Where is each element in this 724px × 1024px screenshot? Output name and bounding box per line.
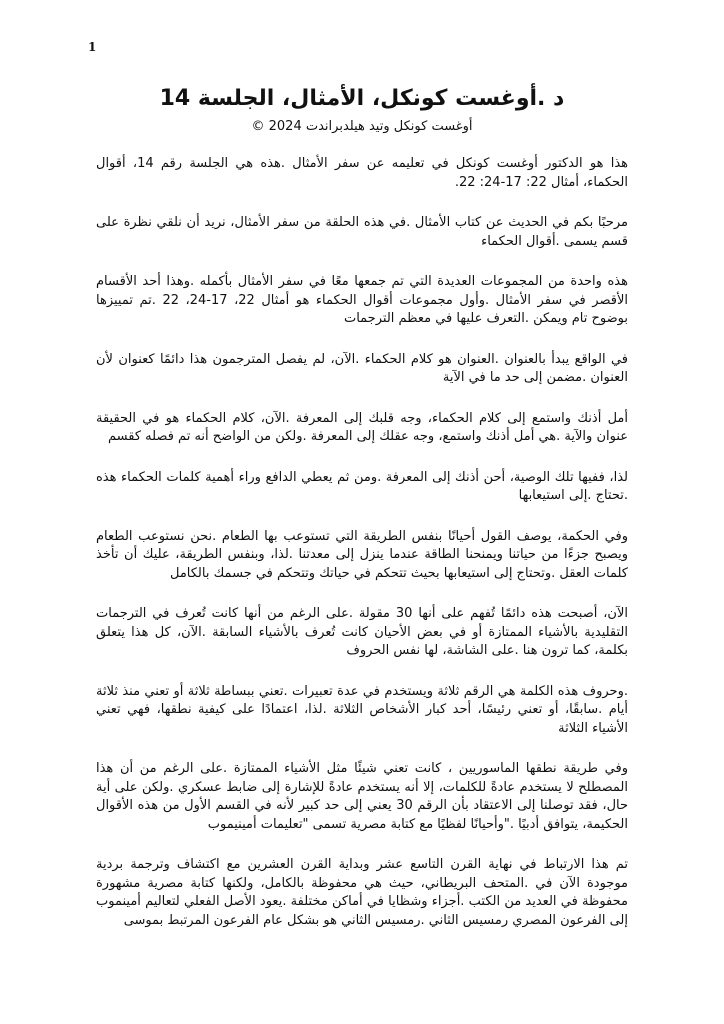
paragraph: وفي الحكمة، يوصف القول أحيانًا بنفس الطريقة التي تستوعب بها الطعام .نحن نستوعب الطعام ويصبح جزءًا من حياتنا ويمنحنا الطاقة عندما ينزل إلى معدتنا .لذا، وبنفس الطريقة، عليك أن تأخذ كلمات العقل .وتحتاج إلى استيعابها بحيث تتحكم في حياتك وتتحكم في جسمك بالكامل: [96, 528, 628, 581]
page-number: 1: [88, 40, 97, 54]
paragraph: وفي طريقة نطقها الماسوريين ، كانت تعني شيئًا مثل الأشياء الممتازة .على الرغم من أن هذا المصطلح لا يستخدم عادةً للكلمات، إلا أنه يستخدم عادةً للإشارة إلى ضابط عسكري .ولكن على أية حال، فقد توصلنا إلى الاعتقاد بأن الرقم 30 يعني إلى حد كبير لأنه في القسم الأول من هذه الأقوال الحكيمة، يتوافق أدبيًا ."وأحيانًا لفظيًا مع كتابة مصرية تسمى "تعليمات أمينيموب: [96, 761, 629, 832]
paragraph: مرحبًا بكم في الحديث عن كتاب الأمثال .في هذه الحلقة من سفر الأمثال، نريد أن نلقي نظرة على قسم يسمى .أقوال الحكماء: [96, 215, 628, 249]
paragraph: لذا، ففيها تلك الوصية، أحن أذنك إلى المعرفة .ومن ثم يعطي الدافع وراء أهمية كلمات الحكماء هذه .تحتاج .إلى استيعابها: [96, 469, 628, 503]
paragraph: الآن، أصبحت هذه دائمًا تُفهم على أنها 30 مقولة .على الرغم من أنها كانت تُعرف في الترجمات التقليدية بالأشياء الممتازة أو في بعض الأحيان كانت تُعرف بالأشياء السابقة .الآن، كل هذا يتعلق بكلمة، كما ترون هنا .على الشاشة، لها نفس الحروف: [96, 606, 629, 658]
paragraph: هذا هو الدكتور أوغست كونكل في تعليمه عن سفر الأمثال .هذه هي الجلسة رقم 14، أقوال الحكماء، أمثال 22: 17-24: 22.: [96, 156, 628, 190]
paragraph: تم هذا الارتباط في نهاية القرن التاسع عشر وبداية القرن العشرين مع اكتشاف وترجمة بردية موجودة الآن في .المتحف البريطاني، حيث هي محفوظة بالكامل، ولكنها كتابة مصرية مشهورة محفوظة في العديد من الكتب .أجزاء وشظايا في أماكن مختلفة .يعود الأصل الفعلي لتعاليم أمينموب إلى الفرعون المصري رمسيس الثاني .رمسيس الثاني هو بشكل عام الفرعون المرتبط بموسى: [96, 857, 628, 928]
paragraph: أمل أذنك واستمع إلى كلام الحكماء، وجه قلبك إلى المعرفة .الآن، كلام الحكماء هو في الحقيقة عنوان والآية .هي أمل أذنك واستمع، وجه عقلك إلى المعرفة .ولكن من الواضح أنه تم فصله كقسم: [96, 410, 628, 444]
paragraph: في الواقع يبدأ بالعنوان .العنوان هو كلام الحكماء .الآن، لم يفصل المترجمون هذا دائمًا كعنوان لأن العنوان .مضمن إلى حد ما في الآية: [96, 351, 628, 385]
paragraph: هذه واحدة من المجموعات العديدة التي تم جمعها معًا في سفر الأمثال بأكمله .وهذا أحد الأقسام الأقصر في سفر الأمثال .وأول مجموعات أقوال الحكماء هو أمثال 22، 17-24، 22 .تم تمييزها بوضوح تام ويمكن .التعرف عليها في معظم الترجمات: [96, 274, 628, 326]
document-body: [96, 155, 628, 952]
copyright-line: أوغست كونكل وتيد هيلدبراندت 2024 ©: [251, 119, 473, 134]
document-title: د .أوغست كونكل، الأمثال، الجلسة 14: [159, 86, 565, 111]
paragraph: .وحروف هذه الكلمة هي الرقم ثلاثة ويستخدم في عدة تعبيرات .تعني ببساطة ثلاثة أو تعني منذ ثلاثة أيام .سابقًا، أو تعني رئيسًا، أحد كبار الأشخاص الثلاثة .لذا، اعتمادًا على كيفية نطقها، فهي تعني الأشياء الثلاثة: [96, 683, 628, 736]
